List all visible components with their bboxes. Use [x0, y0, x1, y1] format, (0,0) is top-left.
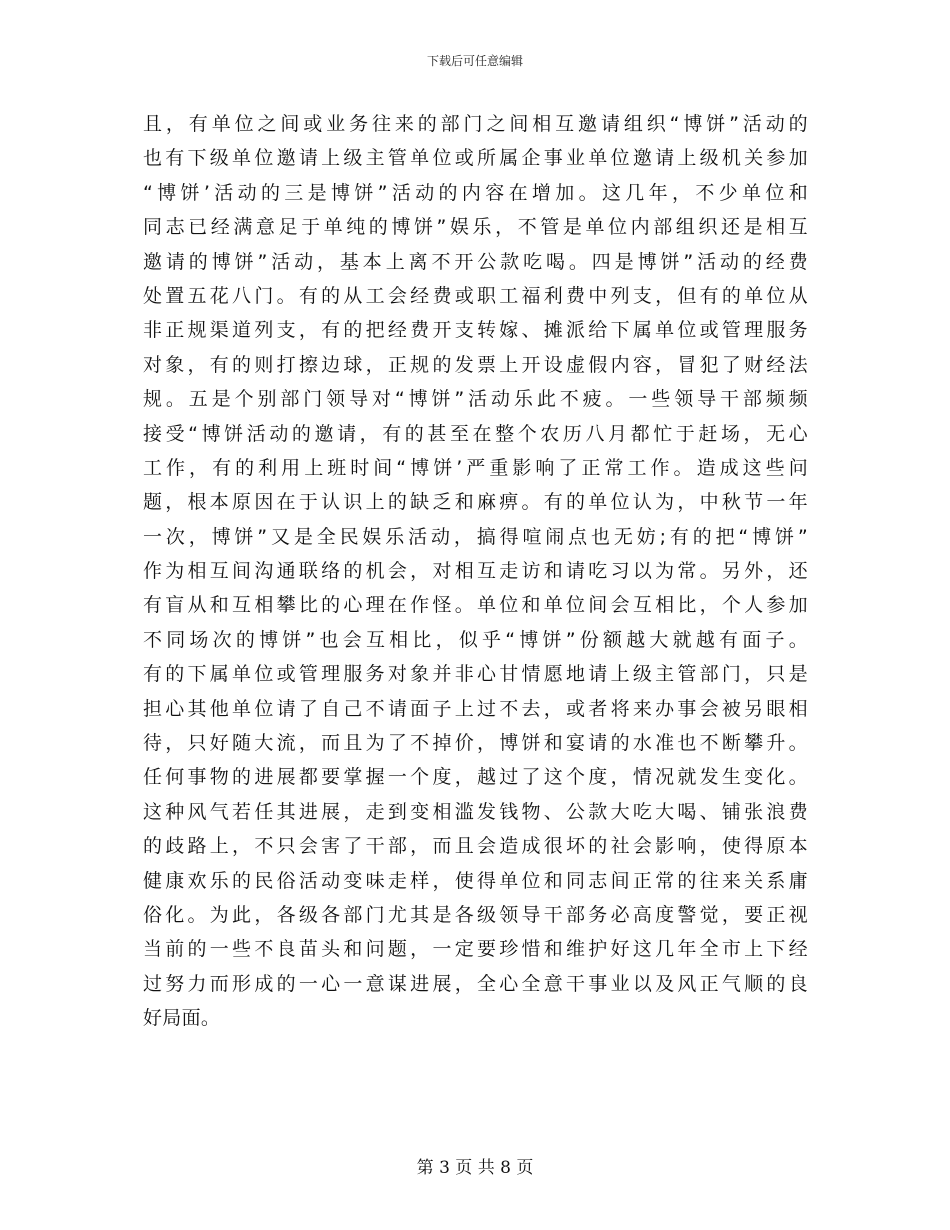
- page-number-footer: 第 3 页 共 8 页: [416, 1158, 534, 1178]
- page-header: 下载后可任意编辑: [426, 54, 523, 68]
- body-line: 同志已经满意足于单纯的博饼”娱乐，不管是单位内部组织还是相互: [143, 216, 808, 239]
- body-line: 且，有单位之间或业务往来的部门之间相互邀请组织“博饼”活动的: [143, 113, 808, 135]
- body-line-last: 好局面。: [143, 1007, 221, 1030]
- body-line: 的歧路上，不只会害了干部，而且会造成很坏的社会影响，使得原本: [143, 835, 808, 858]
- body-line: 题，根本原因在于认识上的缺乏和麻痹。有的单位认为，中秋节一年: [143, 491, 808, 514]
- body-line: 当前的一些不良苗头和问题，一定要珍惜和维护好这几年全市上下经: [143, 938, 808, 961]
- body-line: 接受“博饼活动的邀请，有的甚至在整个农历八月都忙于赶场，无心: [143, 422, 808, 445]
- body-line: 俗化。为此，各级各部门尤其是各级领导干部务必高度警觉，要正视: [143, 903, 808, 926]
- body-line: 工作，有的利用上班时间“博饼’严重影响了正常工作。造成这些问: [143, 456, 808, 479]
- body-line: 规。五是个别部门领导对“博饼”活动乐此不疲。一些领导干部频频: [143, 388, 808, 411]
- body-line: 也有下级单位邀请上级主管单位或所属企事业单位邀请上级机关参加: [143, 147, 808, 170]
- body-line: 担心其他单位请了自己不请面子上过不去，或者将来办事会被另眼相: [143, 697, 808, 720]
- body-line: 有盲从和互相攀比的心理在作怪。单位和单位间会互相比，个人参加: [143, 594, 808, 617]
- body-line: 作为相互间沟通联络的机会，对相互走访和请吃习以为常。另外，还: [143, 560, 808, 583]
- body-line: 健康欢乐的民俗活动变味走样，使得单位和同志间正常的往来关系庸: [143, 869, 808, 892]
- body-line: 不同场次的博饼”也会互相比，似乎“博饼”份额越大就越有面子。: [143, 628, 808, 651]
- body-line: 过努力而形成的一心一意谋进展，全心全意干事业以及风正气顺的良: [143, 972, 808, 995]
- body-line: 对象，有的则打擦边球，正规的发票上开设虚假内容，冒犯了财经法: [143, 353, 808, 376]
- body-line: 这种风气若任其进展，走到变相滥发钱物、公款大吃大喝、铺张浪费: [143, 800, 808, 823]
- body-line: 一次，博饼”又是全民娱乐活动，搞得喧闹点也无妨;有的把“博饼”: [143, 525, 808, 548]
- body-line: 非正规渠道列支，有的把经费开支转嫁、摊派给下属单位或管理服务: [143, 319, 808, 342]
- document-body: [143, 107, 808, 1036]
- body-line: “博饼’活动的三是博饼”活动的内容在增加。这几年，不少单位和: [143, 181, 808, 204]
- body-line: 任何事物的进展都要掌握一个度，越过了这个度，情况就发生变化。: [143, 766, 808, 789]
- body-line: 邀请的博饼”活动，基本上离不开公款吃喝。四是博饼”活动的经费: [143, 250, 808, 273]
- body-line: 待，只好随大流，而且为了不掉价，博饼和宴请的水准也不断攀升。: [143, 732, 808, 755]
- body-line: 有的下属单位或管理服务对象并非心甘情愿地请上级主管部门，只是: [143, 663, 808, 686]
- body-line: 处置五花八门。有的从工会经费或职工福利费中列支，但有的单位从: [143, 284, 808, 307]
